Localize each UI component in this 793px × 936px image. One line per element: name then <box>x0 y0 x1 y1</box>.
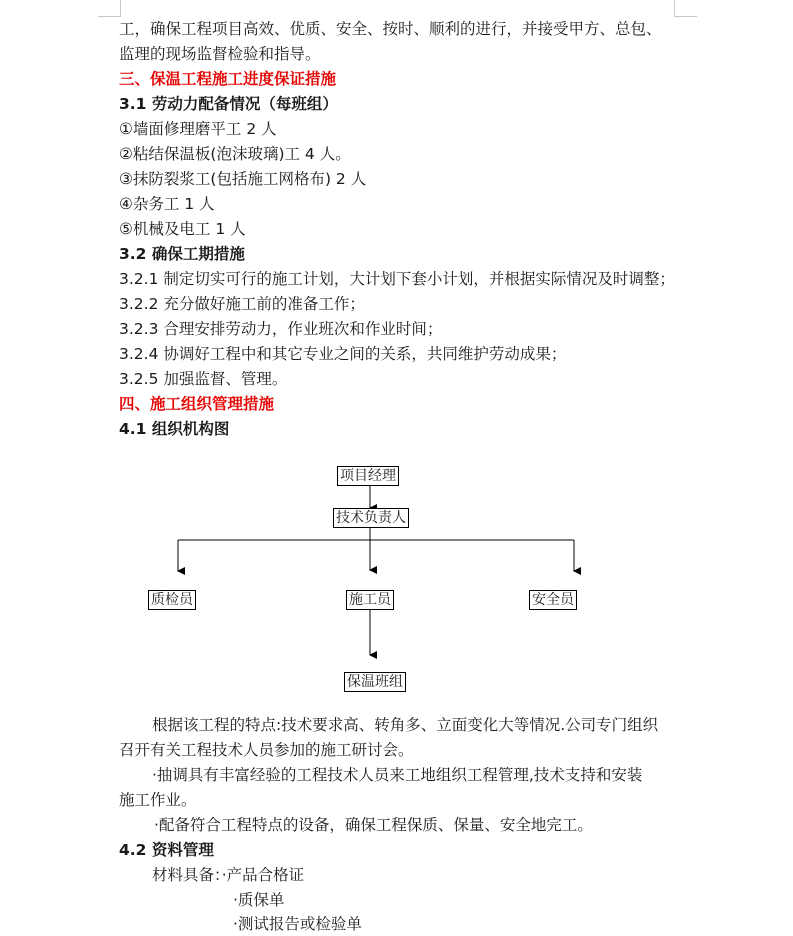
page-corner-mark-left <box>98 0 121 17</box>
labor-item: ④杂务工 1 人 <box>119 195 215 213</box>
material-item: ·测试报告或检验单 <box>233 915 362 933</box>
schedule-measure: 3.2.1 制定切实可行的施工计划，大计划下套小计划，并根据实际情况及时调整； <box>119 270 675 288</box>
material-item: 材料具备：·产品合格证 <box>152 866 305 884</box>
labor-item: ⑤机械及电工 1 人 <box>119 220 246 238</box>
body-text: 施工作业。 <box>119 791 197 809</box>
labor-item: ②粘结保温板(泡沫玻璃)工 4 人。 <box>119 145 351 163</box>
schedule-measure: 3.2.3 合理安排劳动力，作业班次和作业时间； <box>119 320 443 338</box>
body-text: 根据该工程的特点:技术要求高、转角多、立面变化大等情况.公司专门组织 <box>152 716 659 734</box>
org-node-tech-lead: 技术负责人 <box>333 508 409 528</box>
body-text: ·配备符合工程特点的设备，确保工程保质、保量、安全地完工。 <box>154 816 593 834</box>
org-node-project-manager: 项目经理 <box>337 466 399 486</box>
labor-item: ③抹防裂浆工(包括施工网格布) 2 人 <box>119 170 367 188</box>
org-node-safety-officer: 安全员 <box>529 590 577 610</box>
section-heading-4: 四、施工组织管理措施 <box>119 395 275 413</box>
org-node-construction-staff: 施工员 <box>346 590 394 610</box>
org-chart <box>0 440 793 710</box>
body-text: 监理的现场监督检验和指导。 <box>119 45 321 63</box>
schedule-measure: 3.2.2 充分做好施工前的准备工作； <box>119 295 365 313</box>
schedule-measure: 3.2.5 加强监督、管理。 <box>119 370 288 388</box>
body-text: ·抽调具有丰富经验的工程技术人员来工地组织工程管理,技术支持和安装 <box>152 766 643 784</box>
subheading-3-2: 3.2 确保工期措施 <box>119 245 245 263</box>
subheading-4-1: 4.1 组织机构图 <box>119 420 230 438</box>
schedule-measure: 3.2.4 协调好工程中和其它专业之间的关系，共同维护劳动成果； <box>119 345 567 363</box>
material-item: ·质保单 <box>233 891 285 909</box>
org-node-quality-inspector: 质检员 <box>148 590 196 610</box>
subheading-3-1: 3.1 劳动力配备情况（每班组） <box>119 95 338 113</box>
body-text: 召开有关工程技术人员参加的施工研讨会。 <box>119 741 414 759</box>
body-text: 工，确保工程项目高效、优质、安全、按时、顺利的进行，并接受甲方、总包、 <box>119 20 662 38</box>
labor-item: ①墙面修理磨平工 2 人 <box>119 120 277 138</box>
page-corner-mark-right <box>674 0 697 17</box>
org-node-insulation-team: 保温班组 <box>344 672 406 692</box>
subheading-4-2: 4.2 资料管理 <box>119 841 214 859</box>
section-heading-3: 三、保温工程施工进度保证措施 <box>119 70 337 88</box>
